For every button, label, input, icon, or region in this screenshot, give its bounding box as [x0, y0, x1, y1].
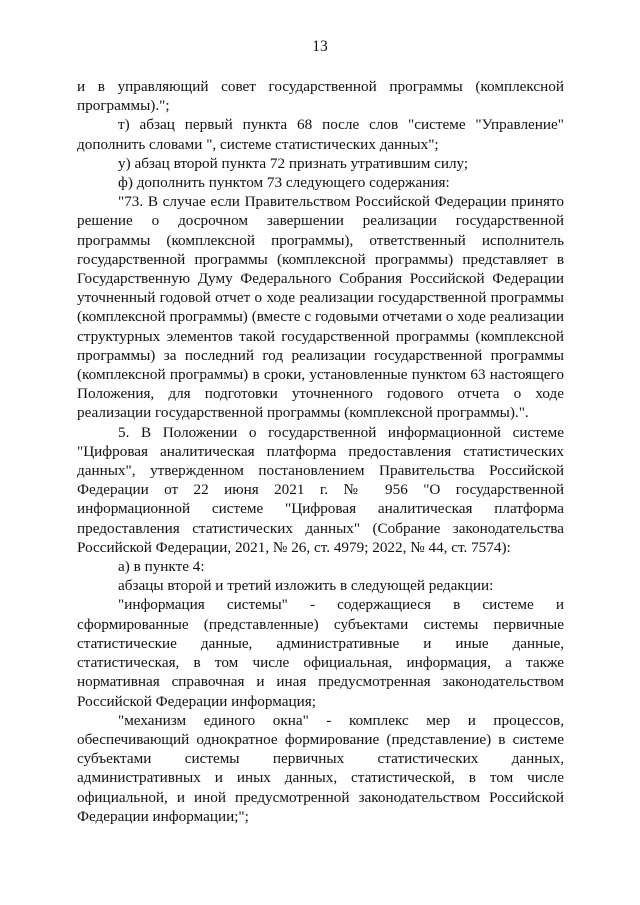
- paragraph: "информация системы" - содержащиеся в системе и сформированные (представленные) субъектами системы первичные статистические данные, административные и иные данные, статистическая, в том числе официальная, информация, а также нормативная справочная и иная предусмотренная законодательством Российской Федерации информация;: [77, 596, 564, 710]
- paragraph: т) абзац первый пункта 68 после слов "системе "Управление" дополнить словами ", системе статистических данных";: [77, 116, 564, 153]
- document-body: [77, 77, 564, 826]
- paragraph: ф) дополнить пунктом 73 следующего содержания:: [118, 174, 450, 192]
- paragraph: "73. В случае если Правительством Российской Федерации принято решение о досрочном завершении реализации государственной программы (комплексной программы), ответственный исполнитель государственной программы (комплексной программы) представляет в Государственную Думу Федерального Собрания Российской Федерации уточненный годовой отчет о ходе реализации государственной программы (комплексной программы) (вместе с годовыми отчетами о ходе реализации структурных элементов такой государственной программы (комплексной программы) за последний год реализации государственной программы (комплексной программы) в сроки, установленные пунктом 63 настоящего Положения, для подготовки уточненного годового отчета о ходе реализации государственной программы (комплексной программы).".: [77, 193, 564, 422]
- paragraph: у) абзац второй пункта 72 признать утратившим силу;: [118, 154, 469, 172]
- paragraph: "механизм единого окна" - комплекс мер и процессов, обеспечивающий однократное формирование (представление) в системе субъектами системы первичных статистических данных, административных и иных данных, статистической, в том числе официальной, и иной предусмотренной законодательством Российской Федерации информации;";: [77, 711, 564, 825]
- paragraph: 5. В Положении о государственной информационной системе "Цифровая аналитическая платформа предоставления статистических данных", утвержденном постановлением Правительства Российской Федерации от 22 июня 2021 г. № 956 "О государственной информационной системе "Цифровая аналитическая платформа предоставления статистических данных" (Собрание законодательства Российской Федерации, 2021, № 26, ст. 4979; 2022, № 44, ст. 7574):: [77, 423, 564, 556]
- paragraph: и в управляющий совет государственной программы (комплексной программы).";: [77, 78, 564, 115]
- paragraph: абзацы второй и третий изложить в следующей редакции:: [118, 577, 494, 595]
- paragraph: а) в пункте 4:: [118, 558, 205, 576]
- page-number: 13: [312, 38, 328, 55]
